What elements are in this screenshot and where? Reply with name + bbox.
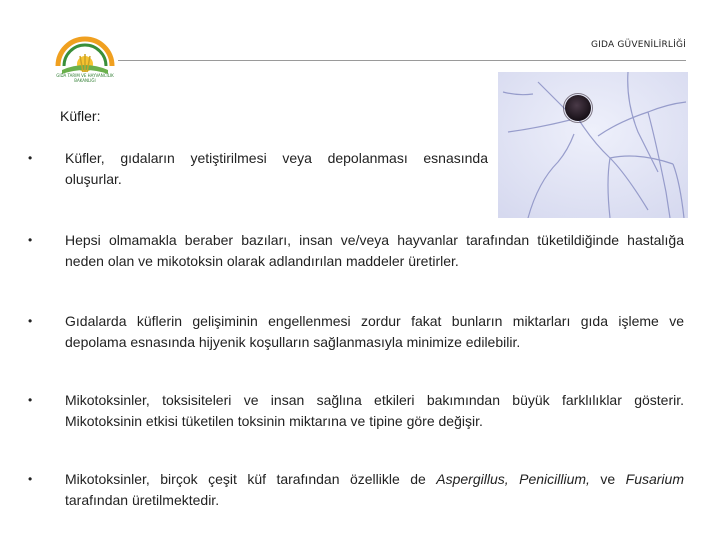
genus-fusarium: Fusarium bbox=[625, 471, 684, 487]
bullet-text-prefix: Mikotoksinler, birçok çeşit küf tarafından özellikle de bbox=[65, 471, 437, 487]
bullet-marker: • bbox=[28, 151, 33, 165]
bullet-text-suffix: tarafından üretilmektedir. bbox=[65, 492, 220, 508]
list-item bbox=[28, 469, 684, 511]
list-item bbox=[28, 230, 684, 272]
genus-aspergillus: Aspergillus, bbox=[436, 471, 509, 487]
bullet-text: Küfler, gıdaların yetiştirilmesi veya depolanması esnasında oluşurlar. bbox=[65, 150, 488, 187]
list-item bbox=[28, 390, 684, 432]
mold-micrograph bbox=[498, 72, 688, 218]
header-divider bbox=[118, 60, 686, 61]
list-item bbox=[28, 311, 684, 353]
logo-caption: GIDA TARIM VE HAYVANCILIK BAKANLIĞI bbox=[56, 73, 114, 83]
bullet-text: Hepsi olmamakla beraber bazıları, insan ve/veya hayvanlar tarafından tüketildiğinde hastalığa neden olan ve mikotoksin olarak adlandırılan maddeler üretirler. bbox=[65, 232, 684, 269]
bullet-marker: • bbox=[28, 472, 33, 486]
bullet-marker: • bbox=[28, 314, 33, 328]
bullet-text-middle: ve bbox=[589, 471, 626, 487]
bullet-marker: • bbox=[28, 233, 33, 247]
list-item bbox=[28, 148, 488, 190]
bullet-text bbox=[65, 469, 684, 511]
bullet-text: Gıdalarda küflerin gelişiminin engellenmesi zordur fakat bunların miktarları gıda işleme ve depolama esnasında hijyenik koşulların sağlanmasıyla minimize edilebilir. bbox=[65, 313, 684, 350]
slide-heading: Küfler: bbox=[60, 108, 101, 124]
header-title: GIDA GÜVENİLİRLİĞİ bbox=[590, 40, 686, 50]
bullet-marker: • bbox=[28, 393, 33, 407]
bullet-text: Mikotoksinler, toksisiteleri ve insan sağlına etkileri bakımından büyük farklılıklar gösterir. Mikotoksinin etkisi tüketilen toksinin miktarına ve tipine göre değişir. bbox=[65, 392, 684, 429]
genus-penicillium: Penicillium, bbox=[519, 471, 590, 487]
